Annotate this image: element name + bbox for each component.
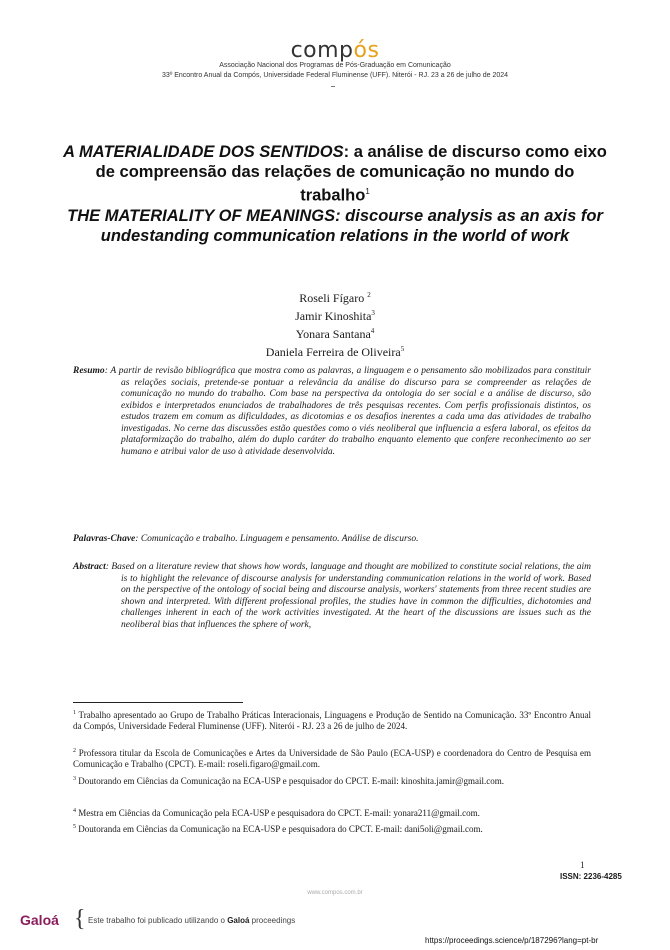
author: Roseli Fígaro $^2$ bbox=[299, 291, 371, 305]
resumo-section bbox=[73, 366, 591, 458]
paper-title bbox=[60, 142, 610, 246]
abstract-text: : Based on a literature review that shows how words, language and thought are mobilized to constitute social relations, the aim is to highlight the relevance of discourse analysis for understanding communication relations in the world of work. Based on the perspective of the ontology of social being and discourse analysis, workers' statements from three recent studies are shown and interpreted. With different professional profiles, the studies have in common the difficulties, dichotomies and challenges inherent in each of the work activities investigated. At the heart of the discussions are issues such as the neoliberal bias that influences the sphere of work, bbox=[105, 562, 591, 630]
resumo-text: : A partir de revisão bibliográfica que mostra como as palavras, a linguagem e o pensamento são mobilizados para constituir as relações sociais, pretende-se pontuar a relevância da análise do discurso para se compreender as relações de comunicação no mundo do trabalho. Com base na perspectiva da ontologia do ser social e a análise de discurso, são exibidos e interpretados enunciados de trabalhadores de três pesquisas recentes. Com perfis profissionais distintos, os estudos trazem em comum as dificuldades, as dicotomias e os desafios inerentes a cada uma das atividades de trabalho investigadas. No cerne das discussões estão questões como o viés neoliberal que influencia a esfera laboral, os efeitos da plataformização do trabalho, além do duplo caráter do trabalho enquanto elemento que confere reconhecimento ao ser humano e atribui valor de uso à atividade desenvolvida. bbox=[104, 366, 591, 457]
footnote: $^2$ Professora titular da Escola de Comunicações e Artes da Universidade de São Paulo (ECA-USP) e coordenadora do Centro de Pesquisa em Comunicação e Trabalho (CPCT). E-mail: roseli.figaro@gmail.com. bbox=[73, 748, 591, 769]
footnote: $^1$ Trabalho apresentado ao Grupo de Trabalho Práticas Interacionais, Linguagens e Produção de Sentido na Comunicação. 33º Encontro Anual da Compós, Universidade Federal Fluminense (UFF). Niterói - RJ. 23 a 26 de julho de 2024. bbox=[73, 710, 591, 731]
footnote: $^4$ Mestra em Ciências da Comunicação pela ECA-USP e pesquisadora do CPCT. E-mail: yonara211@gmail.com. bbox=[73, 808, 480, 818]
galoa-notice: Este trabalho foi publicado utilizando o Galoá proceedings bbox=[88, 916, 296, 925]
author: Yonara Santana$^4$ bbox=[295, 327, 375, 341]
title-en-rest: : discourse analysis as an axis for undestanding communication relations in the world of work bbox=[100, 206, 603, 245]
title-footnote-ref: 1 bbox=[365, 187, 370, 196]
title-pt bbox=[60, 142, 610, 206]
author-list bbox=[200, 288, 470, 360]
title-en-caps: THE MATERIALITY OF MEANINGS bbox=[67, 206, 336, 225]
title-pt-italic: A MATERIALIDADE DOS SENTIDOS bbox=[63, 143, 344, 161]
footer-site: www.compos.com.br bbox=[307, 890, 363, 896]
keywords-text: : Comunicação e trabalho. Linguagem e pensamento. Análise de discurso. bbox=[135, 534, 419, 544]
title-en bbox=[60, 206, 610, 246]
brace-icon: { bbox=[74, 906, 86, 932]
header-association: Associação Nacional dos Programas de Pós-Graduação em Comunicação bbox=[219, 62, 451, 69]
footnote: $^5$ Doutoranda em Ciências da Comunicação na ECA-USP e pesquisadora do CPCT. E-mail: dani5oli@gmail.com. bbox=[73, 824, 483, 834]
issn: ISSN: 2236-4285 bbox=[560, 872, 622, 881]
footnote: $^3$ Doutorando em Ciências da Comunicação na ECA-USP e pesquisador do CPCT. E-mail: kinoshita.jamir@gmail.com. bbox=[73, 776, 504, 786]
footnote-rule bbox=[73, 702, 243, 703]
resumo-label: Resumo bbox=[73, 366, 105, 376]
keywords-label: Palavras-Chave bbox=[73, 534, 136, 544]
page-url-link[interactable]: https://proceedings.science/p/187296?lang=pt-br bbox=[425, 936, 599, 945]
keywords-section bbox=[73, 534, 591, 546]
page-number: 1 bbox=[580, 860, 585, 870]
logo-text-1: comp bbox=[290, 38, 354, 63]
galoa-logo: Galoá bbox=[20, 912, 59, 928]
compos-logo bbox=[0, 38, 670, 63]
abstract-section bbox=[73, 562, 591, 631]
header-event: 33º Encontro Anual da Compós, Universidade Federal Fluminense (UFF). Niterói - RJ. 23 a 26 de julho de 2024 bbox=[161, 72, 509, 79]
header-divider bbox=[331, 86, 335, 87]
author: Jamir Kinoshita$^3$ bbox=[295, 309, 375, 323]
author: Daniela Ferreira de Oliveira$^5$ bbox=[265, 345, 405, 359]
abstract-label: Abstract bbox=[73, 562, 106, 572]
logo-text-2: ós bbox=[353, 38, 380, 63]
title-pt-rest: : a análise de discurso como eixo de compreensão das relações de comunicação no mundo do trabalho bbox=[95, 143, 607, 205]
